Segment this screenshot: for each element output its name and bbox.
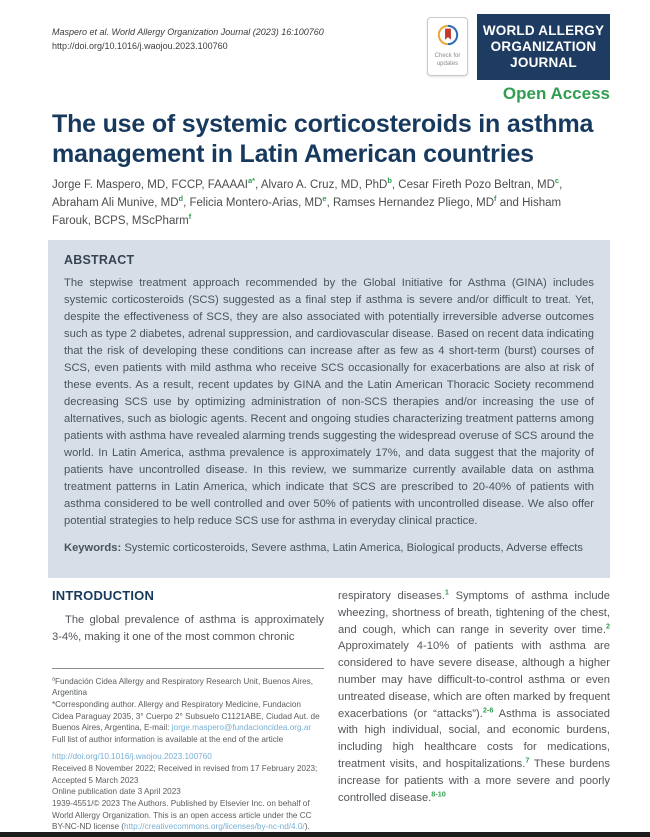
hyperlink[interactable]: jorge.maspero@fundacioncidea.org.ar xyxy=(171,723,312,733)
reference-superscript: b xyxy=(387,176,392,186)
journal-logo-line1: WORLD ALLERGY xyxy=(482,22,605,38)
text-segment: Fundación Cidea Allergy and Respiratory Research Unit, Buenos Aires, Argentina xyxy=(52,676,314,698)
text-segment: These burdens increase for patients with a more severe and poorly controlled disease. xyxy=(338,757,610,804)
badge-label-line1: Check for xyxy=(434,53,461,60)
reference-superscript: f xyxy=(188,211,192,221)
hyperlink[interactable]: http://creativecommons.org/licenses/by-nc-nd/4.0/ xyxy=(124,822,305,832)
text-segment: , Ramses Hernandez Pliego, MD xyxy=(326,196,495,209)
citation-text: Maspero et al. World Allergy Organization Journal (2023) 16:100760 xyxy=(52,27,324,37)
footnote-doi-link xyxy=(52,751,324,763)
check-for-updates-label xyxy=(435,53,461,69)
open-access-label: Open Access xyxy=(502,84,610,103)
text-segment: Symptoms of asthma include wheezing, shortness of breath, tightening of the chest, and cough, which can range in severity over time. xyxy=(338,590,611,636)
article-title: The use of systemic corticosteroids in asthma management in Latin American countries xyxy=(52,110,594,168)
left-column xyxy=(52,588,324,833)
page-bottom-divider xyxy=(0,832,650,837)
check-for-updates-badge[interactable] xyxy=(427,17,468,76)
journal-logo-line2: ORGANIZATION xyxy=(490,38,597,54)
text-segment: Full list of author information is available at the end of the article xyxy=(52,734,284,744)
text-segment: Systemic corticosteroids, Severe asthma, Latin America, Biological products, Adverse effects xyxy=(124,542,583,555)
author-list xyxy=(52,177,600,230)
reference-superscript: 8-10 xyxy=(431,788,446,798)
masthead-citation-block xyxy=(52,26,382,53)
footnote-copyright-license xyxy=(52,798,324,833)
text-segment: Received 8 November 2022; Received in revised from 17 February 2023; Accepted 5 March 2023 xyxy=(52,764,318,785)
reference-superscript: f xyxy=(494,193,497,203)
article-body-columns xyxy=(52,588,610,833)
journal-logo-line3: JOURNAL xyxy=(510,55,577,71)
introduction-heading: INTRODUCTION xyxy=(52,588,155,603)
footnote-block xyxy=(52,668,324,833)
reference-superscript: e xyxy=(322,193,327,203)
introduction-paragraph-right xyxy=(338,588,610,806)
footnote-corresponding-author xyxy=(52,699,324,734)
abstract-body: The stepwise treatment approach recommended by the Global Initiative for Asthma (GINA) includes systemic corticosteroids (SCS) suggested as a final step if asthma is severe and/or difficult to treat. Yet, despite the effectiveness of SCS, they are also associated with potentially irreversible adverse outcomes such as type 2 diabetes, adrenal suppression, and cardiovascular disease. Based on recent data indicating that the risk of developing these conditions can increase after as few as 4 short-term (burst) courses of SCS, even patients with mild asthma who receive SCS occasionally for exacerbations are also at risk of these events. As a result, recent updates by GINA and the Latin American Thoracic Society recommend decreasing SCS use by optimizing administration of non-SCS therapies and/or increasing the use of alternatives, such as biologic agents. Recent and ongoing studies characterizing treatment patterns among patients with asthma have revealed alarming trends suggesting the widespread overuse of SCS around the world. In Latin America, asthma prevalence is approximately 17%, and data suggest that the majority of patients have uncontrolled disease. In this review, we summarize currently available data on asthma treatment patterns in Latin America, which indicate that SCS are prescribed to 20-40% of patients with asthma considered to be well controlled and over 50% of patients with uncontrolled disease. We also offer potential strategies to help reduce SCS use for asthma in everyday clinical practice. xyxy=(64,277,594,528)
journal-logo xyxy=(477,14,610,80)
abstract-keywords xyxy=(64,540,594,556)
introduction-paragraph-left: The global prevalence of asthma is approximately 3-4%, making it one of the most common chronic xyxy=(52,614,324,643)
abstract-section xyxy=(48,240,610,578)
text-segment: *Corresponding author. Allergy and Respiratory Medicine, Fundacion Cidea Paraguay 2035, 3° Cuerpo 2° Subsuelo C1121ABE, Ciudad Aut. de Buenos Aires, Argentina, E-mail: xyxy=(52,699,320,733)
text-segment: 1939-4551/© 2023 The Authors. Published by Elsevier Inc. on behalf of World Allergy Organization. This is an open access article under the CC BY-NC-ND license ( xyxy=(52,799,312,832)
reference-superscript: 1 xyxy=(444,587,449,597)
text-segment: , Felicia Montero-Arias, MD xyxy=(183,196,323,209)
text-segment: , Cesar Fireth Pozo Beltran, MD xyxy=(391,179,555,191)
reference-superscript: a xyxy=(52,675,55,682)
text-segment: and Hisham Farouk, BCPS, MScPharm xyxy=(52,196,562,227)
reference-superscript: d xyxy=(178,193,184,203)
check-for-updates-icon xyxy=(437,24,459,51)
text-segment: , Abraham Ali Munive, MD xyxy=(52,179,563,209)
reference-superscript: 2 xyxy=(605,620,610,630)
text-segment: Asthma is associated with high individual, social, and economic burdens, including high healthcare costs for medications, treatment visits, and hospitalizations. xyxy=(338,707,610,770)
footnote-publication-date xyxy=(52,786,324,798)
text-segment: Keywords: xyxy=(64,542,125,555)
text-segment: respiratory diseases. xyxy=(338,590,445,602)
reference-superscript: a* xyxy=(248,176,256,186)
footnote-received-dates xyxy=(52,763,324,786)
footnote-author-info xyxy=(52,734,324,746)
abstract-heading: ABSTRACT xyxy=(64,253,135,267)
text-segment: Approximately 4-10% of patients with asthma are considered to have severe disease, although a higher number may have difficult-to-control asthma or even untreated disease, which are often marked by frequent exacerbations (or “attacks”). xyxy=(338,640,610,720)
text-segment: , Alvaro A. Cruz, MD, PhD xyxy=(255,179,388,191)
reference-superscript: 2-6 xyxy=(482,704,494,714)
right-column xyxy=(338,588,610,833)
footnote-affiliation xyxy=(52,676,324,699)
hyperlink[interactable]: http://doi.org/10.1016/j.waojou.2023.100760 xyxy=(52,752,212,762)
text-segment: Online publication date 3 April 2023 xyxy=(52,787,181,797)
text-segment: Jorge F. Maspero, MD, FCCP, FAAAAI xyxy=(52,179,248,191)
reference-superscript: 7 xyxy=(525,755,530,765)
badge-label-line2: updates xyxy=(436,61,459,67)
text-segment: ). xyxy=(304,822,310,832)
citation-doi: http://doi.org/10.1016/j.waojou.2023.100760 xyxy=(52,40,228,51)
reference-superscript: c xyxy=(554,176,560,186)
